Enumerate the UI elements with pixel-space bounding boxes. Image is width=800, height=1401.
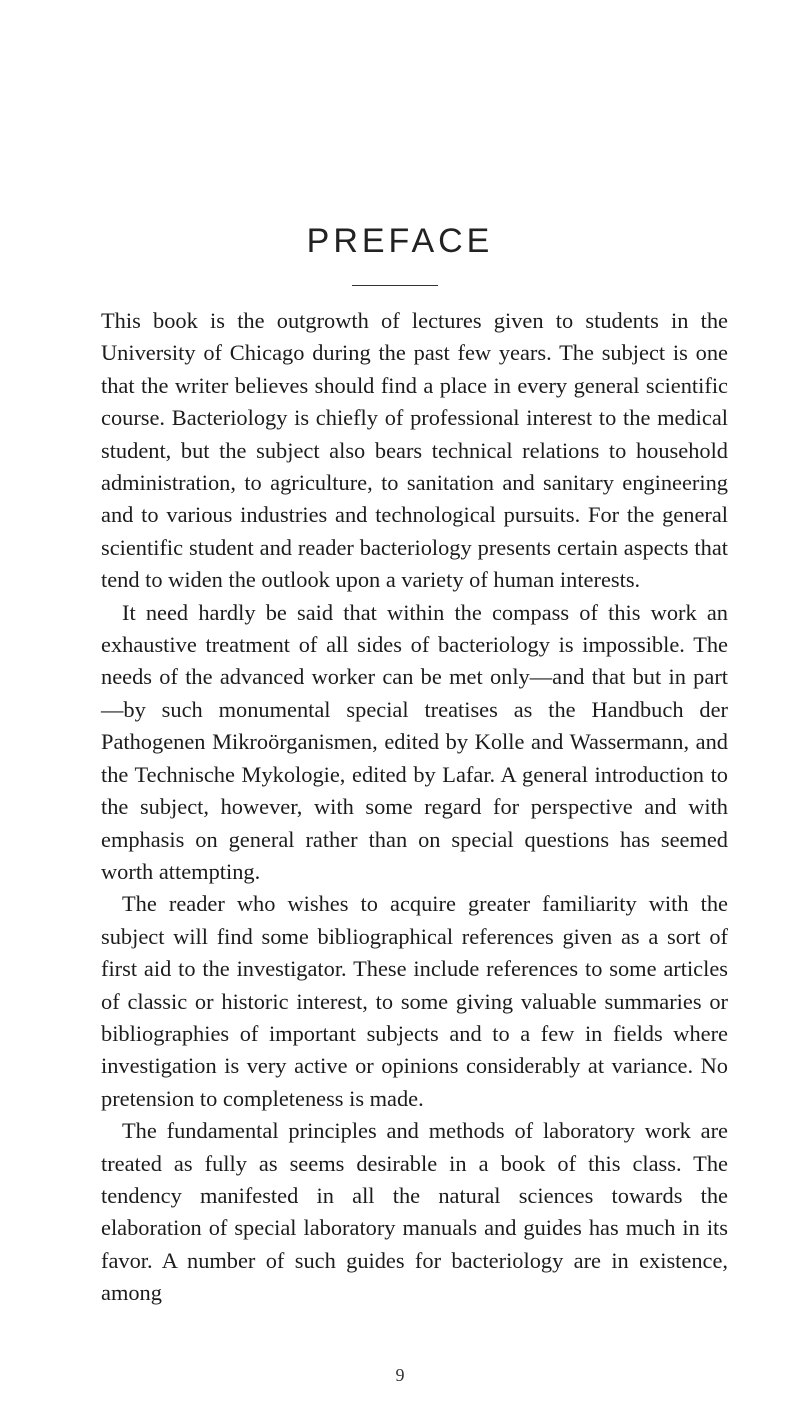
paragraph-3: The reader who wishes to acquire greater familiarity with the subject will find some bibliographical references given as a sort of first aid to the investigator. These include references to some articles of classic or historic interest, to some giving valuable summaries or bibliographies of important subjects and to a few in fields where investigation is very active or opinions considerably at variance. No pretension to completeness is made. [101,891,728,1111]
paragraph-1: This book is the outgrowth of lectures given to students in the University of Chicago during the past few years. The subject is one that the writer believes should find a place in every general scientific course. Bacteriology is chiefly of professional interest to the medical student, but the subject also bears technical relations to household administration, to agriculture, to sanitation and sanitary engineering and to various industries and technological pursuits. For the general scientific student and reader bacteriology presents certain aspects that tend to widen the outlook upon a variety of human interests. [101,308,728,593]
paragraph-4: The fundamental principles and methods of laboratory work are treated as fully as seems desirable in a book of this class. The tendency manifested in all the natural sciences towards the elaboration of special laboratory manuals and guides has much in its favor. A number of such guides for bacteriology are in existence, among [101,1118,728,1306]
preface-body [101,305,728,1310]
title-divider [352,285,438,286]
page-number: 9 [395,1365,405,1385]
page-title: PREFACE [306,222,494,260]
paragraph-2: It need hardly be said that within the compass of this work an exhaustive treatment of all sides of bacteriology is impossible. The needs of the advanced worker can be met only—and that but in part—by such monumental special treatises as the Handbuch der Pathogenen Mikroörganismen, edited by Kolle and Wassermann, and the Technische Mykologie, edited by Lafar. A general introduction to the subject, however, with some regard for perspective and with emphasis on general rather than on special questions has seemed worth attempting. [101,599,728,884]
